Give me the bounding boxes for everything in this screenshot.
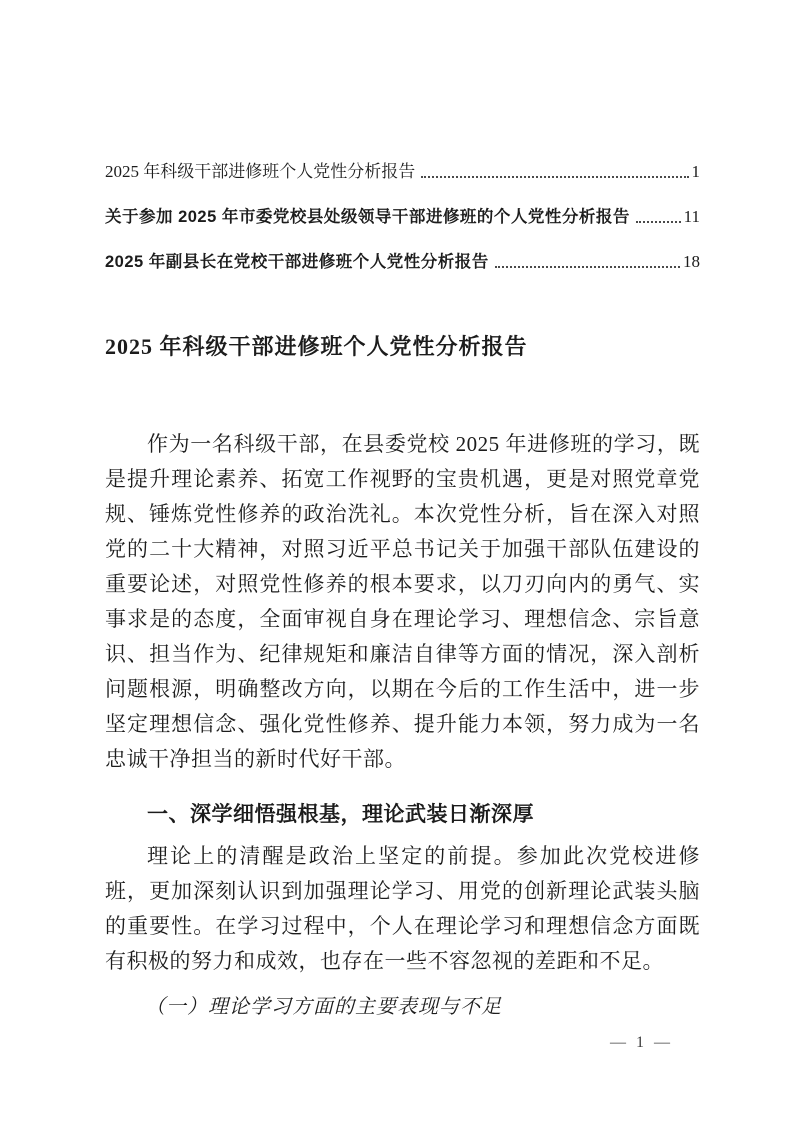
toc-entry-title: 2025 年科级干部进修班个人党性分析报告 xyxy=(105,162,416,181)
toc-entry-title: 2025 年副县长在党校干部进修班个人党性分析报告 xyxy=(105,253,489,271)
document-title: 2025 年科级干部进修班个人党性分析报告 xyxy=(105,334,528,359)
section-heading: 一、深学细悟强根基，理论武装日渐深厚 xyxy=(147,803,534,826)
toc-entry-title: 关于参加 2025 年市委党校县处级领导干部进修班的个人党性分析报告 xyxy=(105,208,630,226)
page-number: — 1 — xyxy=(610,1034,673,1051)
toc-entry[interactable] xyxy=(105,207,700,227)
table-of-contents xyxy=(105,162,700,272)
dot-leader xyxy=(495,266,680,268)
dot-leader xyxy=(636,221,681,223)
body-paragraph: 理论上的清醒是政治上坚定的前提。参加此次党校进修班，更加深刻认识到加强理论学习、用党的创新理论武装头脑的重要性。在学习过程中，个人在理论学习和理想信念方面既有积极的努力和成效，也存在一些不容忽视的差距和不足。 xyxy=(105,844,700,973)
toc-entry-page-number: 11 xyxy=(683,207,700,226)
dot-leader xyxy=(421,176,688,178)
toc-entry-page-number: 18 xyxy=(683,252,700,271)
toc-entry-page-number: 1 xyxy=(691,162,700,181)
toc-entry[interactable] xyxy=(105,162,700,182)
subsection-heading: （一）理论学习方面的主要表现与不足 xyxy=(145,996,502,1018)
toc-entry[interactable] xyxy=(105,252,700,272)
body-paragraph: 作为一名科级干部，在县委党校 2025 年进修班的学习，既是提升理论素养、拓宽工作视野的宝贵机遇，更是对照党章党规、锤炼党性修养的政治洗礼。本次党性分析，旨在深入对照党的二十大精神，对照习近平总书记关于加强干部队伍建设的重要论述，对照党性修养的根本要求，以刀刃向内的勇气、实事求是的态度，全面审视自身在理论学习、理想信念、宗旨意识、担当作为、纪律规矩和廉洁自律等方面的情况，深入剖析问题根源，明确整改方向，以期在今后的工作生活中，进一步坚定理想信念、强化党性修养、提升能力本领，努力成为一名忠诚干净担当的新时代好干部。 xyxy=(105,432,700,771)
